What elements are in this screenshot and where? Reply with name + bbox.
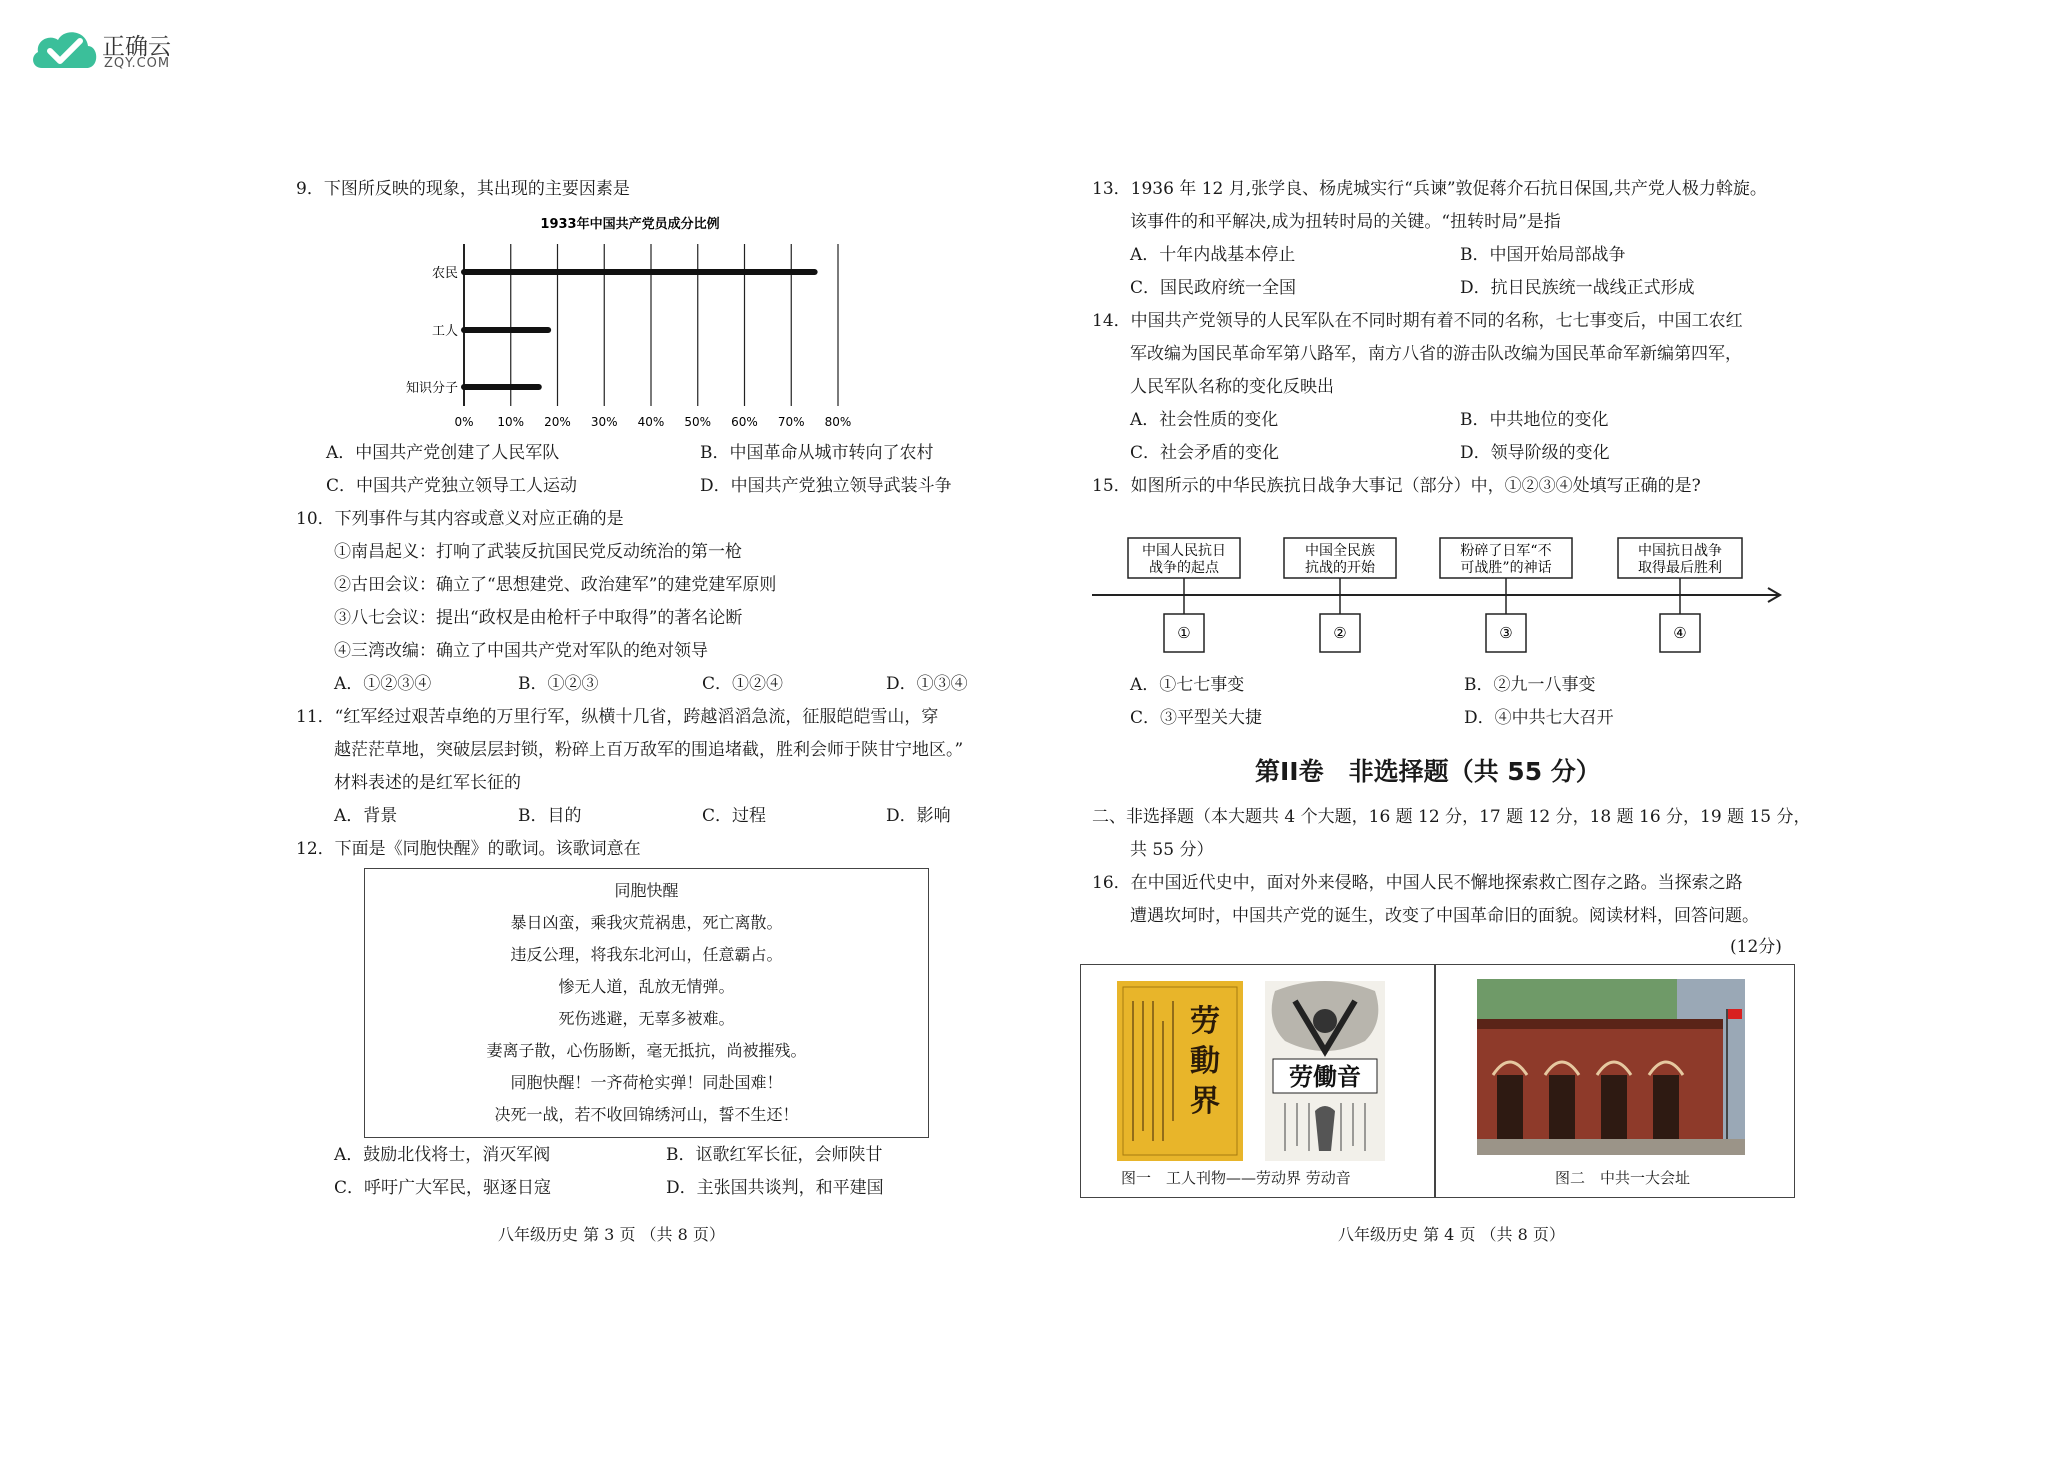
q15-option-a: A．①七七事变 [1130, 675, 1245, 695]
section-desc-2: 共 55 分） [1130, 840, 1214, 860]
q11-line-2: 越茫茫草地，突破层层封锁，粉碎上百万敌军的围追堵截，胜利会师于陕甘宁地区。” [334, 740, 964, 760]
q9-option-c: C．中国共产党独立领导工人运动 [326, 476, 578, 496]
mag1-title-1: 劳 [1190, 1004, 1220, 1039]
q10-option-a: A．①②③④ [334, 674, 432, 694]
q13-option-b: B．中国开始局部战争 [1460, 245, 1626, 265]
x-tick-label: 50% [684, 415, 712, 429]
q10-option-c: C．①②④ [702, 674, 784, 694]
q10-option-d: D．①③④ [886, 674, 968, 694]
x-tick-label: 70% [777, 415, 805, 429]
q13-option-a: A．十年内战基本停止 [1130, 245, 1296, 265]
q12-option-b: B．讴歌红军长征，会师陕甘 [666, 1145, 883, 1165]
chart-bars [464, 272, 815, 387]
song-line-5: 妻离子散，心伤肠断，毫无抵抗，尚被摧残。 [486, 1041, 807, 1060]
figures-box [1080, 964, 1795, 1198]
q13-line-2: 该事件的和平解决,成为扭转时局的关键。“扭转时局”是指 [1130, 212, 1561, 232]
song-line-2: 违反公理，将我东北河山，任意霸占。 [510, 945, 783, 964]
q14-option-d: D．领导阶级的变化 [1460, 443, 1610, 463]
song-title: 同胞快醒 [614, 881, 679, 900]
q16-line-1: 16．在中国近代史中，面对外来侵略，中国人民不懈地探索救亡图存之路。当探索之路 [1092, 873, 1743, 893]
event-4-line-2: 取得最后胜利 [1638, 560, 1722, 576]
q15-option-b: B．②九一八事变 [1464, 675, 1596, 695]
check-cloud-icon [28, 24, 100, 74]
section-desc-1: 二、非选择题（本大题共 4 个大题，16 题 12 分，17 题 12 分，18 题 16 分，19 题 15 分， [1092, 807, 1811, 827]
chart-title: 1933年中国共产党员成分比例 [540, 217, 720, 232]
cpc-first-congress-site-image [1477, 979, 1745, 1155]
brand-logo [28, 24, 248, 80]
q10-item-4: ④三湾改编：确立了中国共产党对军队的绝对领导 [334, 641, 708, 661]
event-2-line-1: 中国全民族 [1305, 543, 1375, 559]
q10-item-2: ②古田会议：确立了“思想建党、政治建军”的建党建军原则 [334, 575, 777, 595]
mag2-title: 劳働音 [1289, 1062, 1361, 1091]
section-title: 第II卷 非选择题（共 55 分） [1255, 757, 1601, 786]
q13-line-1: 13．1936 年 12 月,张学良、杨虎城实行“兵谏”敦促蒋介石抗日保国,共产党人极力斡旋。 [1092, 179, 1767, 199]
q12-option-d: D．主张国共谈判，和平建国 [666, 1178, 884, 1198]
svg-text:動: 動 [1190, 1044, 1220, 1079]
x-tick-label: 20% [544, 415, 571, 429]
q9-stem: 9．下图所反映的现象，其出现的主要因素是 [296, 179, 630, 199]
event-3-line-2: 可战胜”的神话 [1460, 560, 1552, 576]
magazine-laodongjie-image [1117, 981, 1243, 1161]
x-tick-label: 80% [824, 415, 852, 429]
magazine-laodongyin-image [1265, 981, 1385, 1161]
q10-stem: 10．下列事件与其内容或意义对应正确的是 [296, 509, 624, 529]
q14-line-3: 人民军队名称的变化反映出 [1130, 377, 1334, 397]
song-line-7: 决死一战，若不收回锦绣河山，誓不生还！ [494, 1105, 799, 1124]
q12-option-c: C．呼吁广大军民，驱逐日寇 [334, 1178, 552, 1198]
figure-1-caption: 图一 工人刊物——劳动界 劳动音 [1121, 1169, 1351, 1187]
category-label: 知识分子 [405, 381, 458, 396]
x-tick-label: 10% [497, 415, 525, 429]
q11-line-3: 材料表述的是红军长征的 [334, 773, 521, 793]
chart-category-labels [406, 266, 458, 396]
q14-option-a: A．社会性质的变化 [1130, 410, 1279, 430]
brand-name: 正确云 [102, 34, 171, 60]
song-line-4: 死伤逃避，无辜多被难。 [558, 1009, 735, 1028]
q11-option-d: D．影响 [886, 806, 951, 826]
x-tick-label: 0% [454, 415, 474, 429]
q15-option-c: C．③平型关大捷 [1130, 708, 1263, 728]
timeline-diagram [1088, 530, 1788, 660]
q10-item-3: ③八七会议：提出“政权是由枪杆子中取得”的著名论断 [334, 608, 743, 628]
q15-option-d: D．④中共七大召开 [1464, 708, 1614, 728]
q10-item-1: ①南昌起义：打响了武装反抗国民党反动统治的第一枪 [334, 542, 742, 562]
event-1-line-1: 中国人民抗日 [1142, 543, 1226, 559]
q14-option-b: B．中共地位的变化 [1460, 410, 1609, 430]
chart-grid [464, 244, 838, 406]
x-tick-label: 60% [731, 415, 758, 429]
slot-4: ④ [1673, 624, 1687, 642]
category-label: 农民 [431, 266, 458, 281]
q9-option-d: D．中国共产党独立领导武装斗争 [700, 476, 952, 496]
x-tick-label: 40% [637, 415, 665, 429]
song-lyrics-box [364, 868, 929, 1138]
svg-text:界: 界 [1190, 1084, 1220, 1119]
q14-option-c: C．社会矛盾的变化 [1130, 443, 1280, 463]
brand-url: ZQY.COM [104, 56, 171, 71]
q14-line-2: 军改编为国民革命军第八路军，南方八省的游击队改编为国民革命军新编第四军， [1130, 344, 1742, 364]
song-line-6: 同胞快醒！一齐荷枪实弹！同赴国难！ [510, 1073, 783, 1092]
category-label: 工人 [431, 324, 458, 339]
left-page-footer: 八年级历史 第 3 页 （共 8 页） [498, 1225, 725, 1244]
event-2-line-2: 抗战的开始 [1305, 560, 1375, 576]
q11-option-a: A．背景 [334, 806, 398, 826]
slot-3: ③ [1499, 624, 1513, 642]
chart-tick-labels [454, 415, 851, 429]
q12-option-a: A．鼓励北伐将士，消灭军阀 [334, 1145, 551, 1165]
figure-2-caption: 图二 中共一大会址 [1555, 1169, 1691, 1187]
q16-line-2: 遭遇坎坷时，中国共产党的诞生，改变了中国革命旧的面貌。阅读材料，回答问题。 [1130, 906, 1759, 926]
event-1-line-2: 战争的起点 [1149, 560, 1219, 576]
event-4-line-1: 中国抗日战争 [1638, 543, 1722, 559]
x-tick-label: 30% [590, 415, 618, 429]
q13-option-c: C．国民政府统一全国 [1130, 278, 1297, 298]
slot-1: ① [1177, 624, 1191, 642]
q12-stem: 12．下面是《同胞快醒》的歌词。该歌词意在 [296, 839, 641, 859]
q11-option-c: C．过程 [702, 806, 767, 826]
slot-2: ② [1333, 624, 1347, 642]
q11-line-1: 11．“红军经过艰苦卓绝的万里行军，纵横十几省，跨越滔滔急流，征服皑皑雪山，穿 [296, 707, 939, 727]
bar-chart [400, 210, 870, 440]
figure-divider [1434, 965, 1436, 1197]
q9-option-b: B．中国革命从城市转向了农村 [700, 443, 934, 463]
right-page-footer: 八年级历史 第 4 页 （共 8 页） [1338, 1225, 1565, 1244]
song-line-1: 暴日凶蛮，乘我灾荒祸患，死亡离散。 [510, 913, 783, 932]
q16-score: (12分) [1730, 937, 1782, 957]
q15-stem: 15．如图所示的中华民族抗日战争大事记（部分）中，①②③④处填写正确的是? [1092, 476, 1701, 496]
event-3-line-1: 粉碎了日军“不 [1460, 543, 1552, 559]
q13-option-d: D．抗日民族统一战线正式形成 [1460, 278, 1695, 298]
song-line-3: 惨无人道，乱放无情弹。 [558, 977, 735, 996]
q9-option-a: A．中国共产党创建了人民军队 [326, 443, 560, 463]
q11-option-b: B．目的 [518, 806, 582, 826]
q10-option-b: B．①②③ [518, 674, 599, 694]
q14-line-1: 14．中国共产党领导的人民军队在不同时期有着不同的名称，七七事变后，中国工农红 [1092, 311, 1743, 331]
